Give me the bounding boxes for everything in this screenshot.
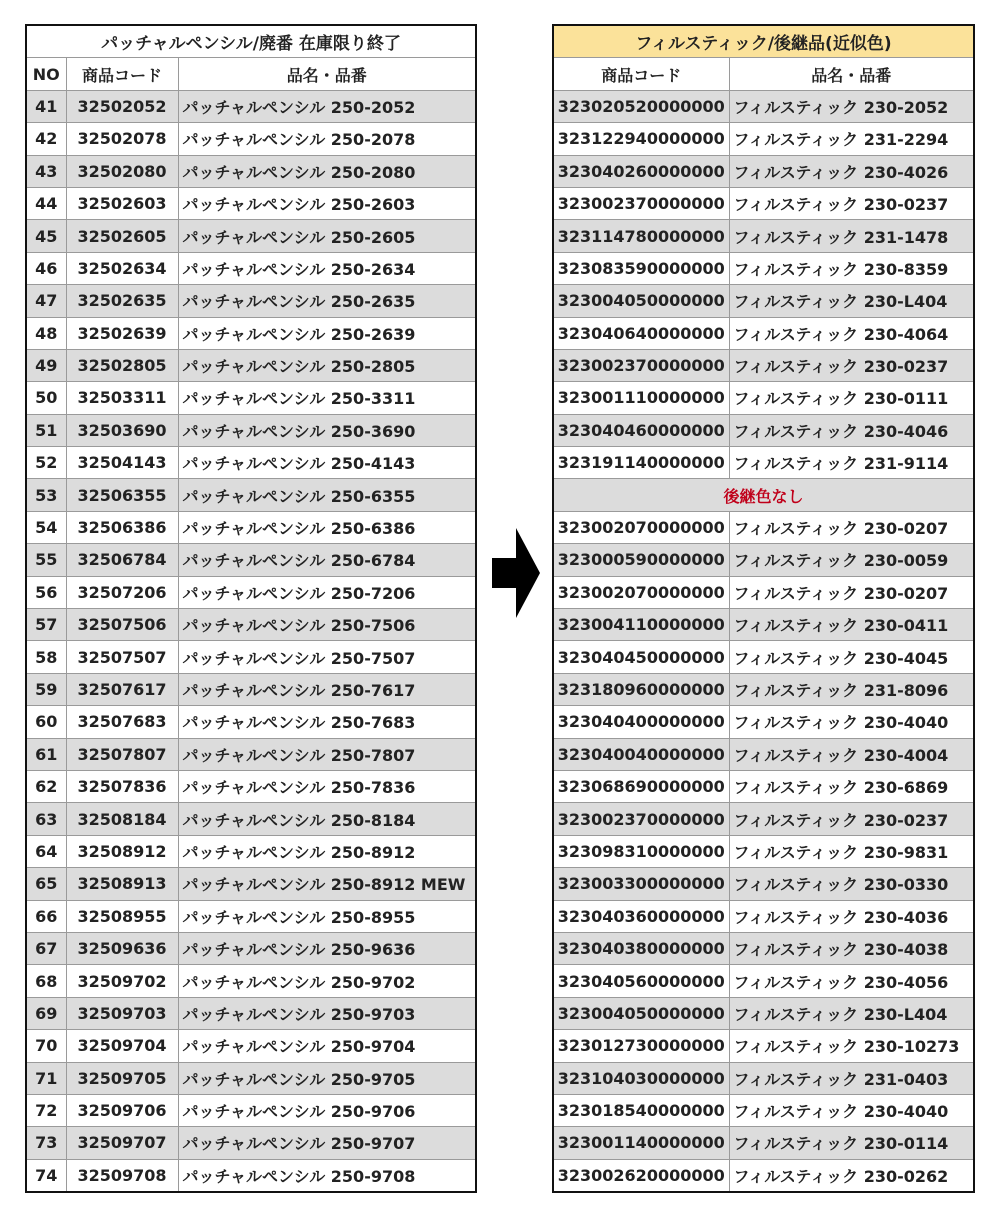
product-name: パッチャルペンシル 250-9705: [178, 1062, 476, 1094]
table-row: [553, 932, 974, 964]
product-name: フィルスティック 231-9114: [729, 447, 974, 479]
table-row: [26, 220, 476, 252]
product-code: 323002370000000: [553, 187, 729, 219]
product-code: 32502634: [66, 252, 178, 284]
product-code: 323040360000000: [553, 900, 729, 932]
column-header-code: 商品コード: [66, 58, 178, 90]
product-code: 32502052: [66, 90, 178, 122]
product-name: フィルスティック 230-0237: [729, 349, 974, 381]
table-row: [553, 868, 974, 900]
product-name: パッチャルペンシル 250-2634: [178, 252, 476, 284]
successor-table: [552, 24, 975, 1193]
product-name: フィルスティック 230-6869: [729, 770, 974, 802]
row-no: 54: [26, 511, 66, 543]
row-no: 59: [26, 673, 66, 705]
product-code: 32508913: [66, 868, 178, 900]
product-code: 323083590000000: [553, 252, 729, 284]
row-no: 64: [26, 835, 66, 867]
product-code: 323040400000000: [553, 706, 729, 738]
product-code: 32502805: [66, 349, 178, 381]
column-header-code: 商品コード: [553, 58, 729, 90]
product-code: 32502605: [66, 220, 178, 252]
row-no: 67: [26, 932, 66, 964]
product-name: パッチャルペンシル 250-7506: [178, 609, 476, 641]
product-name: フィルスティック 230-0262: [729, 1159, 974, 1192]
product-code: 32506386: [66, 511, 178, 543]
row-no: 50: [26, 382, 66, 414]
table-row: [553, 1030, 974, 1062]
right-arrow-icon: [492, 528, 540, 618]
row-no: 74: [26, 1159, 66, 1192]
product-name: パッチャルペンシル 250-7836: [178, 770, 476, 802]
row-no: 41: [26, 90, 66, 122]
table-row: [553, 317, 974, 349]
table-row: [26, 609, 476, 641]
product-name: フィルスティック 230-9831: [729, 835, 974, 867]
column-header-name: 品名・品番: [729, 58, 974, 90]
product-code: 32507506: [66, 609, 178, 641]
row-no: 60: [26, 706, 66, 738]
table-row: [553, 155, 974, 187]
table-row: [553, 1159, 974, 1192]
discontinued-table: [25, 24, 477, 1193]
table-row: [553, 285, 974, 317]
row-no: 53: [26, 479, 66, 511]
product-name: パッチャルペンシル 250-9707: [178, 1127, 476, 1159]
product-code: 32507206: [66, 576, 178, 608]
table-row: [553, 252, 974, 284]
product-name: パッチャルペンシル 250-6386: [178, 511, 476, 543]
product-name: フィルスティック 230-4064: [729, 317, 974, 349]
table-row: [553, 414, 974, 446]
product-name: フィルスティック 230-0114: [729, 1127, 974, 1159]
table-row: [26, 1127, 476, 1159]
product-name: パッチャルペンシル 250-9706: [178, 1094, 476, 1126]
product-name: パッチャルペンシル 250-7807: [178, 738, 476, 770]
table-row: [26, 447, 476, 479]
product-code: 323040640000000: [553, 317, 729, 349]
product-name: フィルスティック 230-0207: [729, 511, 974, 543]
row-no: 47: [26, 285, 66, 317]
no-successor-note: 後継色なし: [553, 479, 974, 511]
product-code: 323002070000000: [553, 511, 729, 543]
product-code: 323012730000000: [553, 1030, 729, 1062]
product-name: パッチャルペンシル 250-7507: [178, 641, 476, 673]
product-name: パッチャルペンシル 250-8955: [178, 900, 476, 932]
product-code: 32507836: [66, 770, 178, 802]
product-name: フィルスティック 230-0111: [729, 382, 974, 414]
row-no: 42: [26, 123, 66, 155]
product-code: 323000590000000: [553, 544, 729, 576]
table-row: [26, 1159, 476, 1192]
product-name: パッチャルペンシル 250-9704: [178, 1030, 476, 1062]
product-code: 323002370000000: [553, 803, 729, 835]
product-code: 323020520000000: [553, 90, 729, 122]
table-row: [26, 349, 476, 381]
product-name: パッチャルペンシル 250-2639: [178, 317, 476, 349]
table-row: [553, 511, 974, 543]
product-code: 32507617: [66, 673, 178, 705]
product-name: パッチャルペンシル 250-2605: [178, 220, 476, 252]
table-row: [553, 447, 974, 479]
table-row: [26, 317, 476, 349]
table-row: [553, 609, 974, 641]
product-name: パッチャルペンシル 250-7206: [178, 576, 476, 608]
product-name: フィルスティック 230-4056: [729, 965, 974, 997]
table-row: [26, 932, 476, 964]
product-name: フィルスティック 230-4045: [729, 641, 974, 673]
table-row: [26, 187, 476, 219]
product-name: フィルスティック 230-0237: [729, 187, 974, 219]
product-name: フィルスティック 230-4026: [729, 155, 974, 187]
product-code: 32509708: [66, 1159, 178, 1192]
right-table-title: フィルスティック/後継品(近似色): [553, 25, 974, 58]
product-name: パッチャルペンシル 250-3311: [178, 382, 476, 414]
row-no: 44: [26, 187, 66, 219]
product-name: パッチャルペンシル 250-8912: [178, 835, 476, 867]
product-name: パッチャルペンシル 250-8184: [178, 803, 476, 835]
product-name: フィルスティック 230-4036: [729, 900, 974, 932]
table-row: [26, 382, 476, 414]
left-table-title: パッチャルペンシル/廃番 在庫限り終了: [26, 25, 476, 58]
product-code: 32508955: [66, 900, 178, 932]
table-row: [26, 868, 476, 900]
product-code: 323004050000000: [553, 285, 729, 317]
product-name: パッチャルペンシル 250-7617: [178, 673, 476, 705]
product-name: フィルスティック 231-0403: [729, 1062, 974, 1094]
table-row: [26, 770, 476, 802]
table-row: [26, 123, 476, 155]
product-name: パッチャルペンシル 250-6355: [178, 479, 476, 511]
product-name: パッチャルペンシル 250-4143: [178, 447, 476, 479]
product-name: パッチャルペンシル 250-6784: [178, 544, 476, 576]
product-name: パッチャルペンシル 250-7683: [178, 706, 476, 738]
product-code: 32506355: [66, 479, 178, 511]
product-code: 32502078: [66, 123, 178, 155]
product-name: フィルスティック 230-4040: [729, 706, 974, 738]
product-name: パッチャルペンシル 250-2635: [178, 285, 476, 317]
table-row: [553, 1127, 974, 1159]
table-row: [26, 1062, 476, 1094]
row-no: 57: [26, 609, 66, 641]
product-name: パッチャルペンシル 250-8912 MEW: [178, 868, 476, 900]
table-row: [26, 706, 476, 738]
table-row: [26, 738, 476, 770]
product-name: フィルスティック 230-L404: [729, 285, 974, 317]
product-name: フィルスティック 231-8096: [729, 673, 974, 705]
table-row: [553, 997, 974, 1029]
table-row: [26, 576, 476, 608]
row-no: 71: [26, 1062, 66, 1094]
table-row: [26, 1094, 476, 1126]
table-row: [553, 1062, 974, 1094]
table-row: [26, 414, 476, 446]
row-no: 48: [26, 317, 66, 349]
product-code: 32509707: [66, 1127, 178, 1159]
table-row: [553, 641, 974, 673]
product-code: 323122940000000: [553, 123, 729, 155]
product-code: 32502080: [66, 155, 178, 187]
table-row: [553, 90, 974, 122]
product-code: 323191140000000: [553, 447, 729, 479]
product-name: フィルスティック 230-0207: [729, 576, 974, 608]
column-header-name: 品名・品番: [178, 58, 476, 90]
table-row: [553, 965, 974, 997]
row-no: 70: [26, 1030, 66, 1062]
table-row: [553, 673, 974, 705]
table-row: [26, 155, 476, 187]
table-row: [553, 123, 974, 155]
product-code: 323001110000000: [553, 382, 729, 414]
product-name: パッチャルペンシル 250-9708: [178, 1159, 476, 1192]
product-name: フィルスティック 230-L404: [729, 997, 974, 1029]
product-code: 323040460000000: [553, 414, 729, 446]
product-name: パッチャルペンシル 250-9702: [178, 965, 476, 997]
table-row: [26, 835, 476, 867]
row-no: 51: [26, 414, 66, 446]
product-name: フィルスティック 230-0411: [729, 609, 974, 641]
table-row: [553, 220, 974, 252]
product-code: 32502603: [66, 187, 178, 219]
row-no: 61: [26, 738, 66, 770]
product-name: フィルスティック 231-2294: [729, 123, 974, 155]
table-row: [26, 511, 476, 543]
product-code: 323001140000000: [553, 1127, 729, 1159]
product-name: フィルスティック 230-4038: [729, 932, 974, 964]
product-name: フィルスティック 230-0237: [729, 803, 974, 835]
product-name: パッチャルペンシル 250-9636: [178, 932, 476, 964]
product-name: フィルスティック 230-2052: [729, 90, 974, 122]
product-code: 323040260000000: [553, 155, 729, 187]
row-no: 68: [26, 965, 66, 997]
table-row: [26, 803, 476, 835]
product-code: 32502635: [66, 285, 178, 317]
table-row: [553, 770, 974, 802]
product-name: フィルスティック 230-4004: [729, 738, 974, 770]
row-no: 66: [26, 900, 66, 932]
row-no: 69: [26, 997, 66, 1029]
product-code: 32508184: [66, 803, 178, 835]
row-no: 58: [26, 641, 66, 673]
product-code: 32502639: [66, 317, 178, 349]
product-code: 32509704: [66, 1030, 178, 1062]
table-row: [26, 252, 476, 284]
product-name: パッチャルペンシル 250-9703: [178, 997, 476, 1029]
table-row: [553, 382, 974, 414]
table-row: [26, 900, 476, 932]
product-code: 323040040000000: [553, 738, 729, 770]
row-no: 65: [26, 868, 66, 900]
table-row: [553, 900, 974, 932]
row-no: 73: [26, 1127, 66, 1159]
product-code: 323004050000000: [553, 997, 729, 1029]
product-code: 32509703: [66, 997, 178, 1029]
product-code: 323002620000000: [553, 1159, 729, 1192]
table-row: [553, 576, 974, 608]
product-code: 323002070000000: [553, 576, 729, 608]
product-code: 323004110000000: [553, 609, 729, 641]
row-no: 72: [26, 1094, 66, 1126]
product-name: フィルスティック 230-8359: [729, 252, 974, 284]
product-code: 32507683: [66, 706, 178, 738]
product-code: 323098310000000: [553, 835, 729, 867]
column-header-no: NO: [26, 58, 66, 90]
product-code: 323040560000000: [553, 965, 729, 997]
row-no: 62: [26, 770, 66, 802]
product-code: 32509705: [66, 1062, 178, 1094]
table-row: [553, 738, 974, 770]
table-row: [26, 673, 476, 705]
product-name: フィルスティック 230-0059: [729, 544, 974, 576]
row-no: 63: [26, 803, 66, 835]
table-row: [553, 187, 974, 219]
product-code: 323018540000000: [553, 1094, 729, 1126]
table-row: [26, 90, 476, 122]
product-code: 32509706: [66, 1094, 178, 1126]
row-no: 45: [26, 220, 66, 252]
product-code: 323040380000000: [553, 932, 729, 964]
table-row: [26, 997, 476, 1029]
row-no: 43: [26, 155, 66, 187]
table-row: [26, 479, 476, 511]
product-code: 32509702: [66, 965, 178, 997]
table-row: [26, 544, 476, 576]
product-code: 32507507: [66, 641, 178, 673]
table-row: [26, 1030, 476, 1062]
product-name: パッチャルペンシル 250-2603: [178, 187, 476, 219]
product-name: パッチャルペンシル 250-2805: [178, 349, 476, 381]
product-name: パッチャルペンシル 250-2052: [178, 90, 476, 122]
table-row: [26, 285, 476, 317]
product-code: 323040450000000: [553, 641, 729, 673]
row-no: 46: [26, 252, 66, 284]
product-name: フィルスティック 230-10273: [729, 1030, 974, 1062]
product-name: フィルスティック 230-4040: [729, 1094, 974, 1126]
product-code: 32509636: [66, 932, 178, 964]
table-row: [553, 706, 974, 738]
product-name: フィルスティック 231-1478: [729, 220, 974, 252]
table-row: [553, 803, 974, 835]
row-no: 52: [26, 447, 66, 479]
product-name: フィルスティック 230-0330: [729, 868, 974, 900]
product-code: 32508912: [66, 835, 178, 867]
product-code: 323114780000000: [553, 220, 729, 252]
product-code: 323002370000000: [553, 349, 729, 381]
table-row: [553, 479, 974, 511]
product-code: 323003300000000: [553, 868, 729, 900]
product-name: パッチャルペンシル 250-2080: [178, 155, 476, 187]
product-code: 323068690000000: [553, 770, 729, 802]
table-row: [26, 965, 476, 997]
product-name: パッチャルペンシル 250-3690: [178, 414, 476, 446]
product-code: 32506784: [66, 544, 178, 576]
product-code: 323180960000000: [553, 673, 729, 705]
product-name: フィルスティック 230-4046: [729, 414, 974, 446]
product-code: 32504143: [66, 447, 178, 479]
table-row: [553, 1094, 974, 1126]
table-row: [553, 349, 974, 381]
product-code: 32503311: [66, 382, 178, 414]
table-row: [26, 641, 476, 673]
product-code: 323104030000000: [553, 1062, 729, 1094]
table-row: [553, 835, 974, 867]
row-no: 49: [26, 349, 66, 381]
product-code: 32507807: [66, 738, 178, 770]
row-no: 55: [26, 544, 66, 576]
row-no: 56: [26, 576, 66, 608]
product-name: パッチャルペンシル 250-2078: [178, 123, 476, 155]
table-row: [553, 544, 974, 576]
product-code: 32503690: [66, 414, 178, 446]
